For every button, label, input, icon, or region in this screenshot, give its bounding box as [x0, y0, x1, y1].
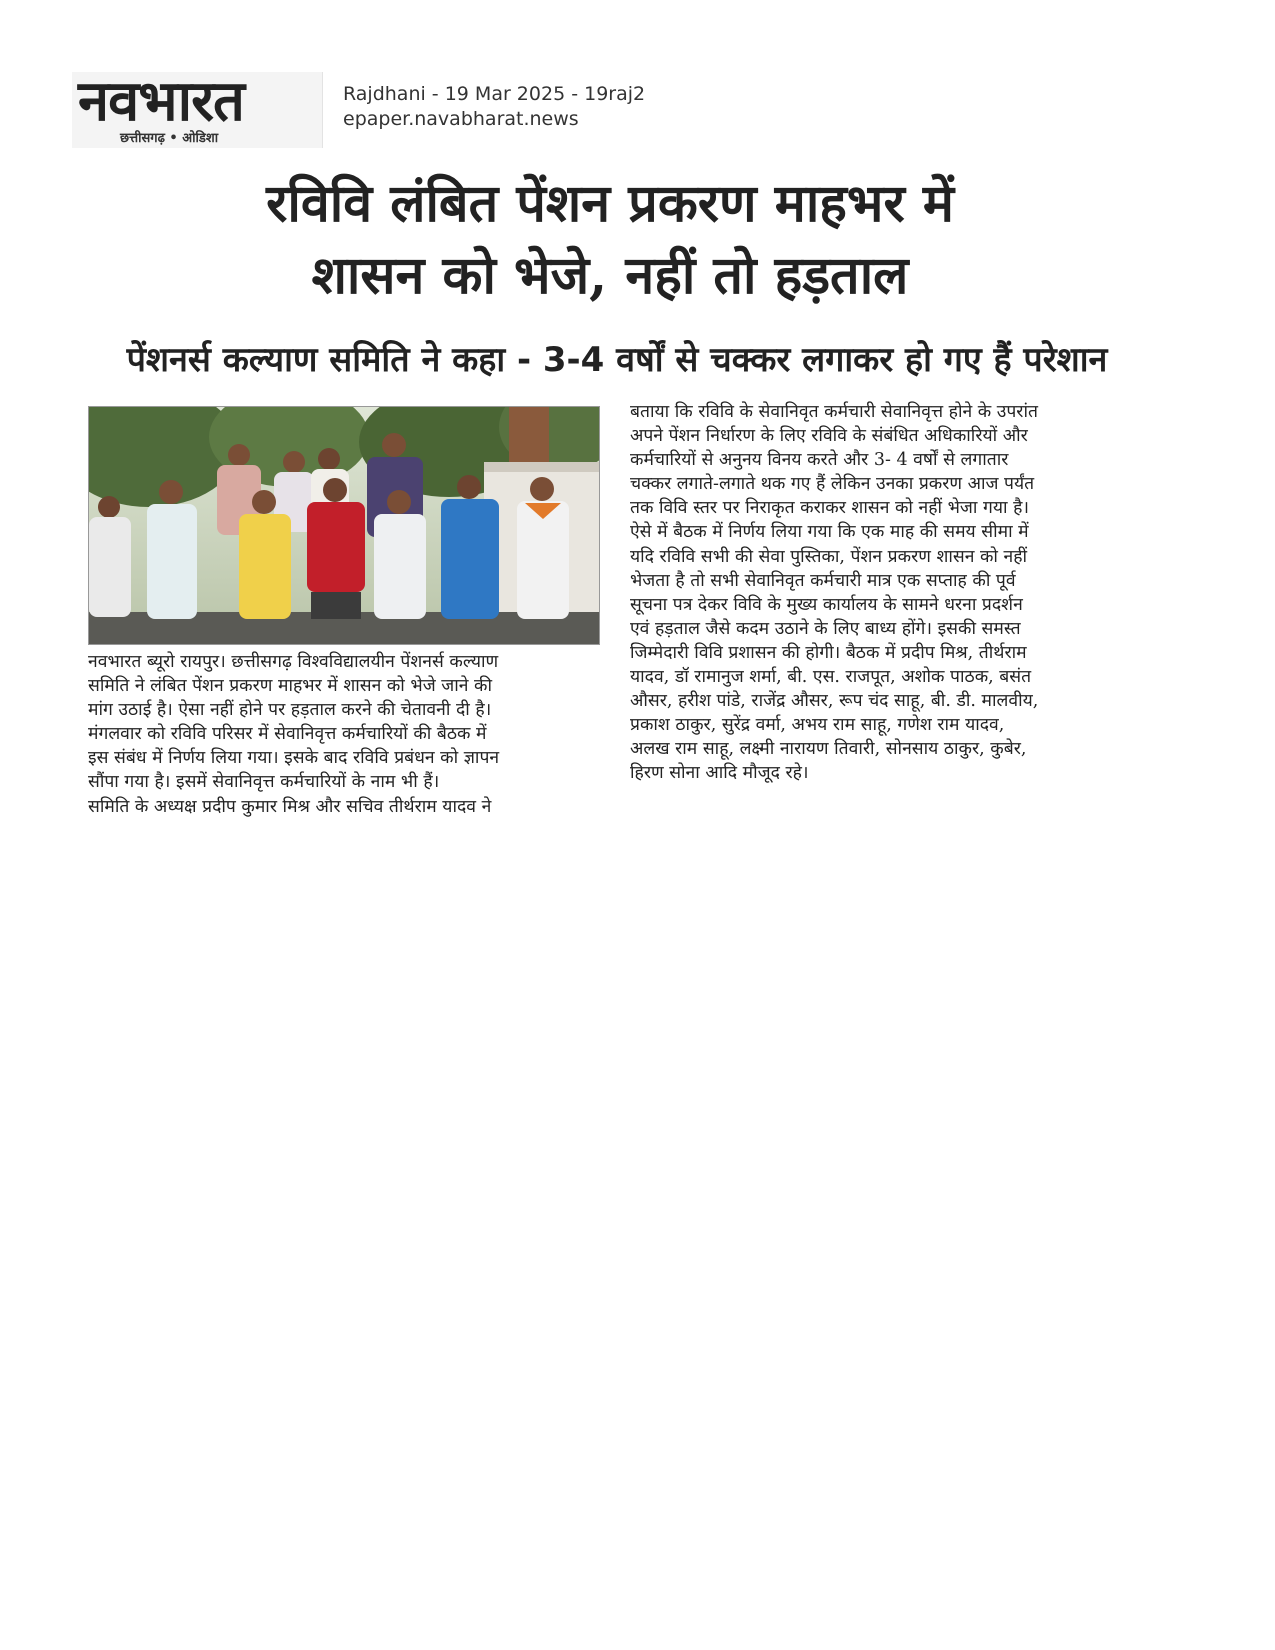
- article-text-line: यादव, डॉ रामानुज शर्मा, बी. एस. राजपूत, अशोक पाठक, बसंत: [630, 667, 1032, 688]
- article-text-line: बताया कि रविवि के सेवानिवृत कर्मचारी सेवानिवृत्त होने के उपरांत: [630, 402, 1038, 422]
- group-photo: [88, 406, 600, 645]
- article-subheadline: पेंशनर्स कल्याण समिति ने कहा - 3-4 वर्षों से चक्कर लगाकर हो गए हैं परेशान: [126, 340, 1108, 380]
- article-text-line: ऐसे में बैठक में निर्णय लिया गया कि एक माह की समय सीमा में: [630, 522, 1029, 543]
- article-text-line: नवभारत ब्यूरो रायपुर। छत्तीसगढ़ विश्वविद्यालयीन पेंशनर्स कल्याण: [88, 652, 499, 672]
- edition-line: Rajdhani - 19 Mar 2025 - 19raj2: [343, 83, 646, 105]
- article-text-line: प्रकाश ठाकुर, सुरेंद्र वर्मा, अभय राम साहू, गणेश राम यादव,: [630, 715, 1005, 736]
- masthead: [72, 69, 322, 148]
- article-text-line: सौंपा गया है। इसमें सेवानिवृत्त कर्मचारियों के नाम भी हैं।: [88, 772, 440, 793]
- site-line[interactable]: epaper.navabharat.news: [343, 108, 579, 130]
- article-text-line: समिति ने लंबित पेंशन प्रकरण माहभर में शासन को भेजे जाने की: [88, 676, 493, 697]
- article-text-line: चक्कर लगाते-लगाते थक गए हैं लेकिन उनका प्रकरण आज पर्यंत: [630, 474, 1035, 495]
- article-text-line: हिरण सोना आदि मौजूद रहे।: [630, 763, 809, 784]
- article-text-line: जिम्मेदारी विवि प्रशासन की होगी। बैठक में प्रदीप मिश्र, तीर्थराम: [630, 642, 1027, 663]
- headline-line-1: रविवि लंबित पेंशन प्रकरण माहभर में: [266, 173, 954, 234]
- article-column-left: [88, 650, 598, 819]
- article-text-line: भेजता है तो सभी सेवानिवृत कर्मचारी मात्र एक सप्ताह की पूर्व: [630, 570, 1016, 591]
- headline-line-2: शासन को भेजे, नहीं तो हड़ताल: [311, 245, 909, 306]
- group-photo-image: [89, 407, 599, 644]
- article-text-line: तक विवि स्तर पर निराकृत कराकर शासन को नहीं भेजा गया है।: [630, 498, 1030, 519]
- article-text-line: एवं हड़ताल जैसे कदम उठाने के लिए बाध्य होंगे। इसकी समस्त: [630, 618, 1021, 639]
- edition-meta: [343, 82, 645, 132]
- article-text-line: समिति के अध्यक्ष प्रदीप कुमार मिश्र और सचिव तीर्थराम यादव ने: [88, 796, 492, 817]
- logo-name: नवभारत: [78, 69, 244, 134]
- logo-subtitle: छत्तीसगढ़ • ओडिशा: [120, 131, 219, 146]
- article-column-right: [630, 400, 1140, 786]
- article-text-line: सूचना पत्र देकर विवि के मुख्य कार्यालय के सामने धरना प्रदर्शन: [630, 594, 1023, 615]
- article-text-line: मंगलवार को रविवि परिसर में सेवानिवृत्त कर्मचारियों की बैठक में: [88, 724, 487, 745]
- article-text-line: औसर, हरीश पांडे, राजेंद्र औसर, रूप चंद साहू, बी. डी. मालवीय,: [630, 691, 1039, 712]
- article-text-line: कर्मचारियों से अनुनय विनय करते और 3- 4 वर्षों से लगातार: [630, 450, 1009, 471]
- article-text-line: मांग उठाई है। ऐसा नहीं होने पर हड़ताल करने की चेतावनी दी है।: [88, 700, 492, 721]
- article-text-line: इस संबंध में निर्णय लिया गया। इसके बाद रविवि प्रबंधन को ज्ञापन: [88, 748, 500, 769]
- newspaper-logo: [72, 69, 323, 148]
- article-text-line: यदि रविवि सभी की सेवा पुस्तिका, पेंशन प्रकरण शासन को नहीं: [630, 546, 1028, 567]
- article-text-line: अलख राम साहू, लक्ष्मी नारायण तिवारी, सोनसाय ठाकुर, कुबेर,: [630, 739, 1027, 760]
- article-text-line: अपने पेंशन निर्धारण के लिए रविवि के संबंधित अधिकारियों और: [630, 426, 1028, 447]
- article-headline: [110, 168, 1110, 312]
